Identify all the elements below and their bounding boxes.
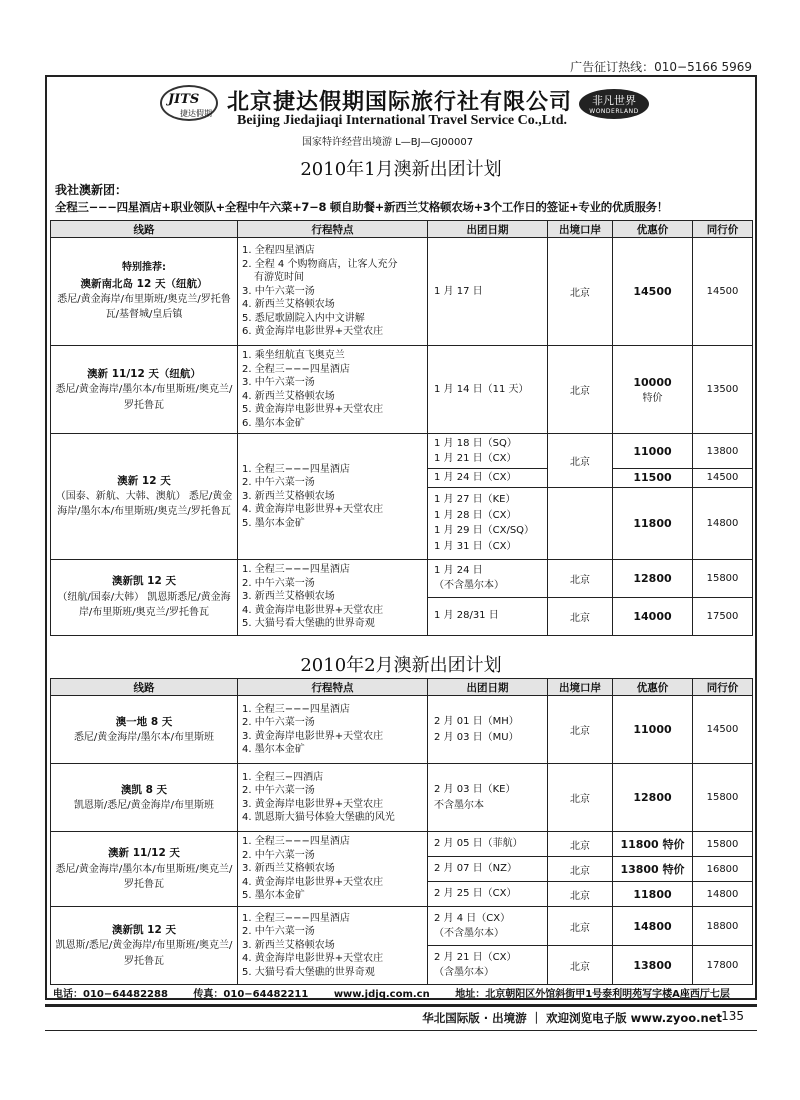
- departure-port: 北京: [548, 857, 613, 882]
- company-name-cn: 北京捷达假期国际旅行社有限公司: [227, 89, 573, 115]
- route-name: 澳新 12 天: [117, 474, 171, 487]
- feature-item: 4. 新西兰艾格顿农场: [242, 299, 335, 311]
- departure-port: 北京: [548, 832, 613, 857]
- footer-phone: 电话：010−64482288: [53, 989, 168, 1000]
- date-line: 1 月 27 日（KE）: [434, 494, 516, 505]
- feature-item: 2. 中午六菜一汤: [242, 717, 315, 728]
- footer-address: 地址：北京朝阳区外馆斜街甲1号泰利明苑写字楼A座西厅七层: [455, 989, 730, 1000]
- departure-port: 北京: [548, 882, 613, 907]
- date-line: 2 月 01 日（MH）: [434, 716, 519, 727]
- col-date-header: 出团日期: [428, 679, 548, 696]
- table-row: [51, 559, 753, 597]
- feature-item: 6. 墨尔本金矿: [242, 417, 305, 429]
- feature-item: 2. 中午六菜一汤: [242, 477, 315, 488]
- peer-price: 18800: [693, 907, 753, 946]
- date-line: （含墨尔本）: [434, 967, 494, 978]
- bottom-rule: [45, 1004, 757, 1007]
- departure-port: 北京: [548, 238, 613, 346]
- date-line: （不含墨尔本）: [434, 580, 504, 591]
- table-row: [51, 764, 753, 832]
- col-port-header: 出境口岸: [548, 679, 613, 696]
- date-line: 2 月 03 日（KE）: [434, 784, 516, 795]
- features-cell: [238, 559, 428, 635]
- peer-price: 15800: [693, 559, 753, 597]
- discount-price: [613, 346, 693, 434]
- february-tour-table: [50, 678, 753, 985]
- route-cell: [51, 832, 238, 907]
- logo-text: JITS: [168, 92, 200, 107]
- license-number: 国家特许经营出境游 L—BJ—GJ00007: [302, 137, 474, 148]
- feature-item: 3. 新西兰艾格顿农场: [242, 939, 335, 951]
- discount-price: 14000: [613, 597, 693, 635]
- features-cell: [238, 907, 428, 985]
- feature-item: 6. 黄金海岸电影世界+天堂农庄: [242, 326, 384, 338]
- route-name: 澳一地 8 天: [115, 715, 173, 728]
- departure-date: 1 月 14 日（11 天）: [428, 346, 548, 434]
- departure-port: 北京: [548, 764, 613, 832]
- feature-item: 4. 凯恩斯大猫号体验大堡礁的风光: [242, 812, 395, 823]
- feature-item: 4. 黄金海岸电影世界+天堂农庄: [242, 876, 384, 888]
- date-line: 2 月 4 日（CX）: [434, 912, 511, 924]
- route-promo: 特别推荐:: [122, 262, 166, 274]
- feature-item: 2. 全程三−−−四星酒店: [242, 363, 350, 375]
- route-cell: [51, 434, 238, 560]
- company-name-en: Beijing Jiedajiaqi International Travel Service Co.,Ltd.: [237, 113, 568, 128]
- feature-item: 5. 大猫号看大堡礁的世界奇观: [242, 618, 375, 630]
- peer-price: 16800: [693, 857, 753, 882]
- feature-item: 1. 全程三−−−四星酒店: [242, 703, 350, 715]
- wonderland-badge: [579, 89, 649, 119]
- feature-item: 3. 黄金海岸电影世界+天堂农庄: [242, 730, 384, 742]
- departure-date: 2 月 07 日（NZ）: [428, 857, 548, 882]
- date-line: 1 月 21 日（CX）: [434, 453, 517, 464]
- route-cell: [51, 764, 238, 832]
- route-cell: [51, 696, 238, 764]
- table-header-row: [51, 221, 753, 238]
- publication-footer: 华北国际版 · 出境游 ｜ 欢迎浏览电子版 www.zyoo.net: [422, 1011, 722, 1025]
- col-port-header: 出境口岸: [548, 221, 613, 238]
- feature-item: 3. 新西兰艾格顿农场: [242, 591, 335, 603]
- route-name: 澳凯 8 天: [120, 783, 168, 796]
- departure-date: 2 月 05 日（菲航）: [428, 832, 548, 857]
- route-cell: [51, 346, 238, 434]
- date-line: 1 月 28 日（CX）: [434, 509, 517, 521]
- page-number: 135: [721, 1009, 744, 1023]
- january-tour-table: [50, 220, 753, 636]
- route-name: 澳新凯 12 天: [112, 575, 176, 588]
- feature-item: 3. 中午六菜一汤: [242, 285, 315, 297]
- feature-item: 4. 黄金海岸电影世界+天堂农庄: [242, 604, 384, 616]
- discount-price: 11500: [613, 469, 693, 488]
- col-route-header: 线路: [51, 221, 238, 238]
- feature-item: 有游览时间: [254, 272, 304, 284]
- footer-website[interactable]: www.jdjq.com.cn: [333, 989, 430, 1000]
- departure-date: [428, 559, 548, 597]
- route-cities: 悉尼/黄金海岸/墨尔本/布里斯班/奥克兰/罗托鲁瓦: [57, 490, 233, 518]
- feature-item: 2. 全程 4 个购物商店，让客人充分: [242, 258, 398, 270]
- route-airlines: （纽航/国泰/大韩）: [57, 591, 145, 603]
- peer-price: 15800: [693, 764, 753, 832]
- discount-price: 13800: [613, 946, 693, 985]
- departure-port: 北京: [548, 346, 613, 434]
- col-peer-header: 同行价: [693, 679, 753, 696]
- departure-date: [428, 696, 548, 764]
- route-airlines: （国泰、新航、大韩、澳航）: [55, 490, 186, 502]
- peer-price: 14500: [693, 238, 753, 346]
- company-logo: [160, 85, 218, 121]
- feature-item: 4. 黄金海岸电影世界+天堂农庄: [242, 504, 384, 515]
- departure-date: 1 月 17 日: [428, 238, 548, 346]
- departure-date: 1 月 28/31 日: [428, 597, 548, 635]
- route-cell: [51, 907, 238, 985]
- company-header: [47, 77, 755, 155]
- features-cell: [238, 696, 428, 764]
- badge-text-en: WONDERLAND: [589, 108, 639, 115]
- departure-port: 北京: [548, 597, 613, 635]
- feature-item: 3. 黄金海岸电影世界+天堂农庄: [242, 798, 384, 810]
- date-line: 1 月 29 日（CX/SQ）: [434, 525, 535, 536]
- feature-item: 1. 全程三−−−四星酒店: [242, 912, 350, 924]
- date-line: 1 月 31 日（CX）: [434, 540, 517, 552]
- feature-item: 3. 中午六菜一汤: [242, 377, 315, 388]
- route-cell: [51, 238, 238, 346]
- feature-item: 4. 新西兰艾格顿农场: [242, 390, 335, 402]
- departure-date: [428, 764, 548, 832]
- feature-item: 3. 新西兰艾格顿农场: [242, 863, 335, 875]
- badge-text-cn: 非凡世界: [592, 94, 636, 107]
- departure-date: [428, 946, 548, 985]
- feature-item: 5. 悉尼歌剧院入内中文讲解: [242, 312, 365, 324]
- departure-port: 北京: [548, 907, 613, 946]
- bottom-rule-thin: [45, 1030, 757, 1031]
- discount-price: 11000: [613, 696, 693, 764]
- departure-port: 北京: [548, 559, 613, 597]
- feature-item: 2. 中午六菜一汤: [242, 577, 315, 589]
- route-name: 澳新 11/12 天: [108, 847, 180, 860]
- feature-item: 1. 乘坐纽航直飞奥克兰: [242, 350, 345, 361]
- feature-item: 5. 墨尔本金矿: [242, 890, 305, 902]
- table-row: [51, 696, 753, 764]
- features-cell: [238, 346, 428, 434]
- feature-item: 1. 全程三−−−四星酒店: [242, 564, 350, 576]
- peer-price: 14500: [693, 696, 753, 764]
- route-name: 澳新凯 12 天: [112, 923, 176, 936]
- feature-item: 2. 中午六菜一汤: [242, 849, 315, 861]
- features-cell: [238, 238, 428, 346]
- intro-heading: 我社澳新团：: [55, 183, 128, 197]
- table-row: [51, 238, 753, 346]
- route-cities: 凯恩斯/悉尼/黄金海岸/布里斯班/奥克兰/罗托鲁瓦: [55, 940, 233, 967]
- discount-price: 13800 特价: [613, 857, 693, 882]
- features-cell: [238, 832, 428, 907]
- ad-hotline: 广告征订热线：010−5166 5969: [570, 60, 752, 74]
- departure-port: 北京: [548, 434, 613, 488]
- departure-port: 北京: [548, 946, 613, 985]
- footer-fax: 传真：010−64482211: [193, 989, 309, 1000]
- col-features-header: 行程特点: [238, 679, 428, 696]
- february-plan-title: 2010年2月澳新出团计划: [300, 655, 502, 676]
- price-note: 特价: [642, 392, 663, 404]
- feature-item: 1. 全程三−四酒店: [242, 771, 324, 783]
- feature-item: 5. 黄金海岸电影世界+天堂农庄: [242, 404, 384, 415]
- departure-port: [548, 487, 613, 559]
- departure-date: 1 月 24 日（CX）: [428, 469, 548, 488]
- discount-price: 14500: [613, 238, 693, 346]
- departure-date: [428, 434, 548, 469]
- feature-item: 4. 墨尔本金矿: [242, 744, 305, 755]
- feature-item: 2. 中午六菜一汤: [242, 785, 315, 796]
- route-cities: 凯恩斯悉尼/黄金海岸/布里斯班/奥克兰/罗托鲁瓦: [78, 591, 231, 619]
- date-line: 2 月 21 日（CX）: [434, 951, 517, 963]
- table-row: [51, 907, 753, 946]
- col-features-header: 行程特点: [238, 221, 428, 238]
- feature-item: 4. 黄金海岸电影世界+天堂农庄: [242, 953, 384, 965]
- col-peer-header: 同行价: [693, 221, 753, 238]
- table-row: [51, 832, 753, 857]
- date-line: 1 月 24 日: [434, 564, 483, 576]
- col-price-header: 优惠价: [613, 679, 693, 696]
- feature-item: 5. 墨尔本金矿: [242, 517, 305, 529]
- route-cell: [51, 559, 238, 635]
- features-cell: [238, 434, 428, 560]
- feature-item: 3. 新西兰艾格顿农场: [242, 490, 335, 502]
- col-route-header: 线路: [51, 679, 238, 696]
- peer-price: 14800: [693, 882, 753, 907]
- january-plan-title: 2010年1月澳新出团计划: [300, 159, 502, 180]
- date-line: 1 月 18 日（SQ）: [434, 437, 517, 449]
- route-cities: 悉尼/黄金海岸/布里斯班/奥克兰/罗托鲁瓦/基督城/皇后镇: [57, 293, 231, 321]
- feature-item: 1. 全程四星酒店: [242, 245, 315, 257]
- intro-services: 全程三−−−四星酒店+职业领队+全程中午六菜+7−8 顿自助餐+新西兰艾格顿农场+3个工作日的签证+专业的优质服务！: [55, 200, 668, 214]
- page-frame: [45, 75, 757, 1000]
- table-row: [51, 434, 753, 469]
- route-cities: 悉尼/黄金海岸/墨尔本/布里斯班/奥克兰/罗托鲁瓦: [55, 384, 233, 411]
- feature-item: 5. 大猫号看大堡礁的世界奇观: [242, 966, 375, 978]
- discount-price: 11800: [613, 487, 693, 559]
- col-price-header: 优惠价: [613, 221, 693, 238]
- discount-price: 11800: [613, 882, 693, 907]
- feature-item: 1. 全程三−−−四星酒店: [242, 463, 350, 475]
- peer-price: 13500: [693, 346, 753, 434]
- date-line: （不含墨尔本）: [434, 928, 504, 939]
- contact-footer: [53, 985, 753, 1000]
- table-row: [51, 346, 753, 434]
- peer-price: 17800: [693, 946, 753, 985]
- features-cell: [238, 764, 428, 832]
- discount-price: 12800: [613, 764, 693, 832]
- route-cities: 悉尼/黄金海岸/墨尔本/布里斯班/奥克兰/罗托鲁瓦: [55, 863, 233, 891]
- logo-subtext: 捷达假期: [180, 109, 212, 118]
- departure-date: 2 月 25 日（CX）: [428, 882, 548, 907]
- discount-price: 12800: [613, 559, 693, 597]
- peer-price: 14500: [693, 469, 753, 488]
- date-line: 2 月 03 日（MU）: [434, 731, 519, 743]
- price-value: 10000: [633, 375, 672, 389]
- col-date-header: 出团日期: [428, 221, 548, 238]
- feature-item: 2. 中午六菜一汤: [242, 926, 315, 938]
- departure-date: [428, 907, 548, 946]
- route-name: 澳新 11/12 天（纽航）: [87, 367, 201, 380]
- peer-price: 13800: [693, 434, 753, 469]
- discount-price: 11000: [613, 434, 693, 469]
- peer-price: 17500: [693, 597, 753, 635]
- table-header-row: [51, 679, 753, 696]
- peer-price: 15800: [693, 832, 753, 857]
- peer-price: 14800: [693, 487, 753, 559]
- discount-price: 11800 特价: [613, 832, 693, 857]
- date-line: 不含墨尔本: [434, 799, 484, 811]
- departure-port: 北京: [548, 696, 613, 764]
- departure-date: [428, 487, 548, 559]
- feature-item: 1. 全程三−−−四星酒店: [242, 836, 350, 848]
- route-name: 澳新南北岛 12 天（纽航）: [80, 277, 208, 290]
- route-cities: 悉尼/黄金海岸/墨尔本/布里斯班: [73, 731, 215, 743]
- route-cities: 凯恩斯/悉尼/黄金海岸/布里斯班: [73, 799, 215, 811]
- discount-price: 14800: [613, 907, 693, 946]
